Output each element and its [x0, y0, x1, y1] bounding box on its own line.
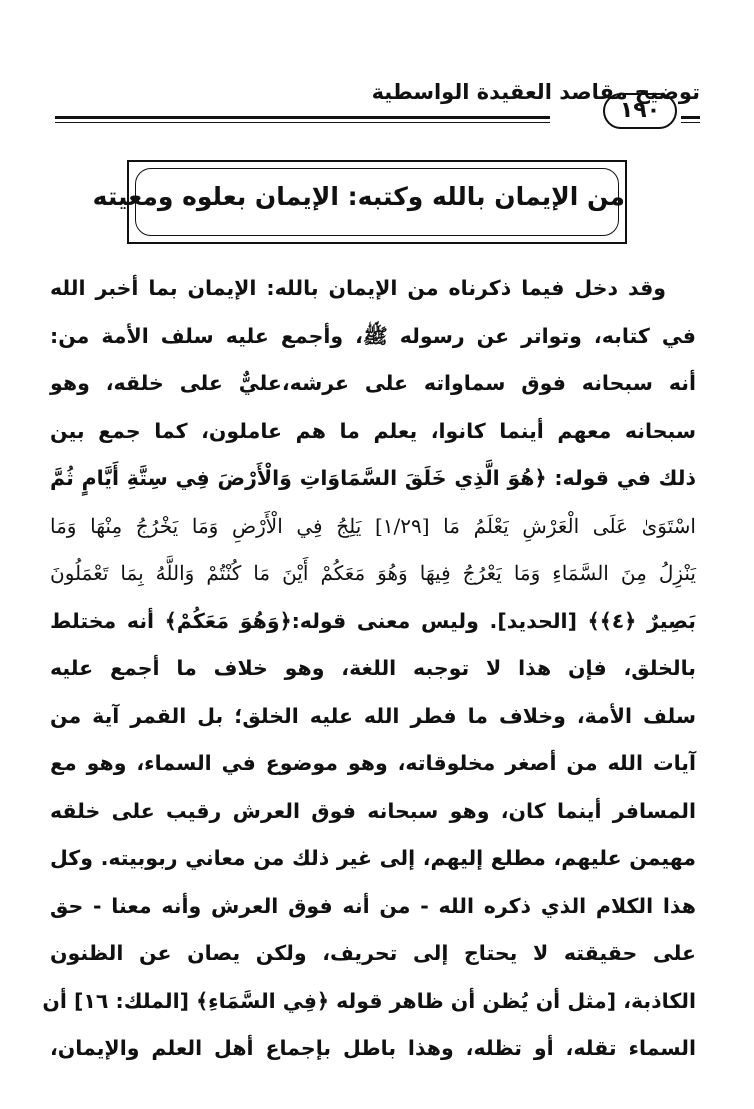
- text-line: الكاذبة، [مثل أن يُظن أن ظاهر قوله ﴿فِي السَّمَاءِ﴾ [الملك: ١٦] أن: [42, 988, 696, 1013]
- text-line: وقد دخل فيما ذكرناه من الإيمان بالله: الإيمان بما أخبر الله: [50, 276, 666, 300]
- text-line: آيات الله من أصغر مخلوقاته، وهو موضوع في السماء، وهو مع: [50, 751, 696, 775]
- body-text: [42, 270, 696, 1078]
- chapter-title-frame: [92, 160, 627, 244]
- text-line: بَصِيرٌ ﴿٤﴾﴾ [الحديد]. وليس معنى قوله:﴿وَهُوَ مَعَكُمْ﴾ أنه مختلط: [50, 608, 696, 633]
- quran-verse-line: اسْتَوَىٰ عَلَى الْعَرْشِ يَعْلَمُ مَا [١/٢٩] يَلِجُ فِي الْأَرْضِ وَمَا يَخْرُجُ مِنْهَا وَمَا: [50, 513, 696, 538]
- text-line: على حقيقته لا يحتاج إلى تحريف، ولكن يصان عن الظنون: [50, 941, 696, 965]
- header-rule-right: [681, 116, 700, 123]
- text-line: المسافر أينما كان، وهو سبحانه فوق العرش رقيب على خلقه: [50, 798, 696, 823]
- text-line: بالخلق، فإن هذا لا توجبه اللغة، وهو خلاف ما أجمع عليه: [50, 656, 696, 680]
- text-line: في كتابه، وتواتر عن رسوله ﷺ، وأجمع عليه سلف الأمة من:: [50, 323, 696, 348]
- text-line: ذلك في قوله: ﴿هُوَ الَّذِي خَلَقَ السَّمَاوَاتِ وَالْأَرْضَ فِي سِتَّةِ أَيَّامٍ ثُمَّ: [50, 466, 696, 490]
- page-number-badge: ١٩٠: [603, 93, 677, 129]
- chapter-title: من الإيمان بالله وكتبه: الإيمان بعلوه ومعيته: [92, 182, 625, 211]
- header-rule-left: [55, 116, 550, 123]
- text-line: مهيمن عليهم، مطلع إليهم، إلى غير ذلك من معاني ربوبيته. وكل: [50, 846, 696, 870]
- quran-verse-line: يَنْزِلُ مِنَ السَّمَاءِ وَمَا يَعْرُجُ فِيهَا وَهُوَ مَعَكُمْ أَيْنَ مَا كُنْتُمْ وَاللَّهُ بِمَا تَعْمَلُونَ: [50, 561, 696, 585]
- page-header: [55, 72, 700, 132]
- text-line: السماء تقله، أو تظله، وهذا باطل بإجماع أهل العلم والإيمان،: [50, 1036, 696, 1060]
- text-line: هذا الكلام الذي ذكره الله - من أنه فوق العرش وأنه معنا - حق: [50, 893, 696, 918]
- text-line: سبحانه معهم أينما كانوا، يعلم ما هم عاملون، كما جمع بين: [50, 418, 696, 443]
- text-line: سلف الأمة، وخلاف ما فطر الله عليه الخلق؛ بل القمر آية من: [50, 703, 696, 728]
- text-line: أنه سبحانه فوق سماواته على عرشه،عليٌّ على خلقه، وهو: [50, 371, 696, 395]
- running-title: توضيح مقاصد العقيدة الواسطية: [371, 80, 700, 104]
